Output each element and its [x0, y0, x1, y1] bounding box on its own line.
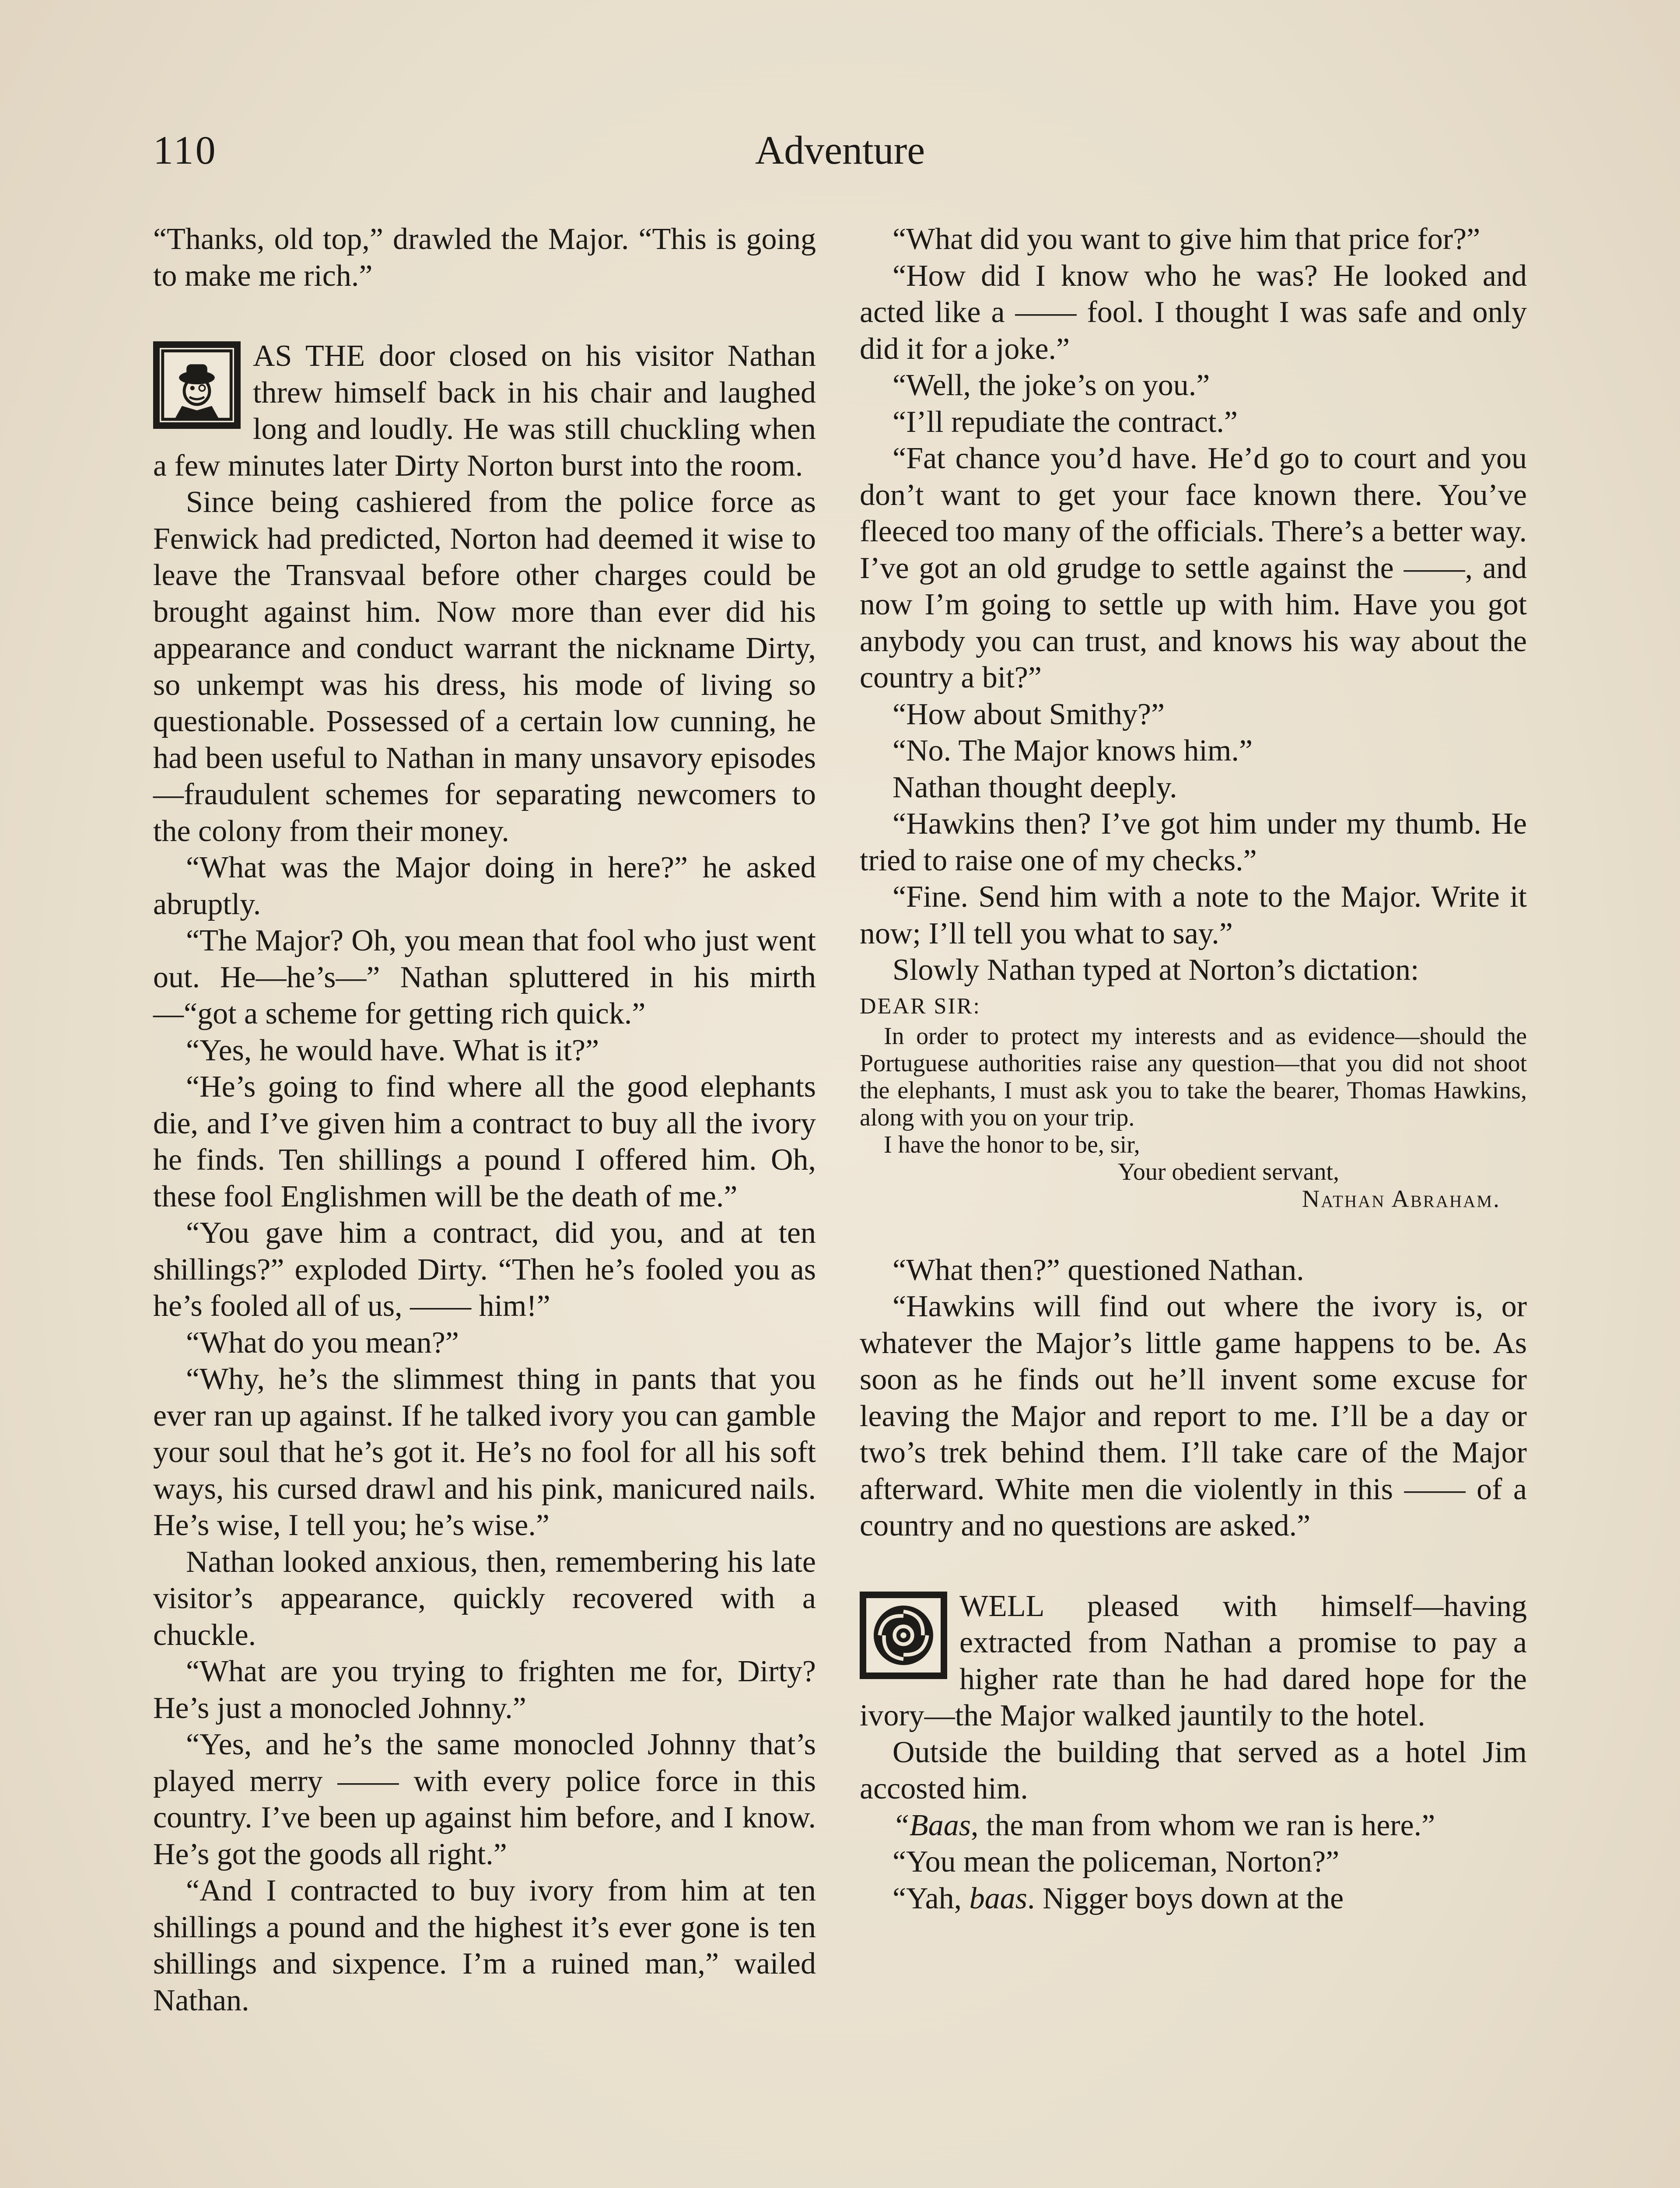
- paragraph: “Why, he’s the slimmest thing in pants that you ever ran up against. If he talked ivory you can gamble your soul that he’s got it. He’s no fool for all his soft ways, his cursed drawl and his pink, manicured nails. He’s wise, I tell you; he’s wise.”: [153, 1362, 816, 1542]
- paragraph: “He’s going to find where all the good elephants die, and I’ve given him a contract to buy all the ivory he finds. Ten shillings a pound I offered him. Oh, these fool Englishmen will be the death of me.”: [153, 1070, 816, 1213]
- running-title: Adventure: [755, 128, 925, 172]
- paragraph: “The Major? Oh, you mean that fool who just went out. He—he’s—” Nathan spluttered in his mirth—“got a scheme for getting rich quick.”: [153, 924, 816, 1031]
- portrait-ornament-icon: [153, 341, 241, 429]
- paragraph: “I’ll repudiate the contract.”: [892, 405, 1238, 439]
- italic-text: “Baas: [892, 1808, 971, 1842]
- paragraph: “Thanks, old top,” drawled the Major. “This is going to make me rich.”: [153, 222, 816, 293]
- paragraph: “Hawkins will find out where the ivory is, or whatever the Major’s little game happens to be. As soon as he finds out he’ll invent some excuse for leaving the Major and report to me. I’ll be a day or two’s trek behind them. I’ll take care of the Major afterward. White men die violently in this —— of a country and no questions are asked.”: [860, 1290, 1527, 1543]
- paragraph: “Hawkins then? I’ve got him under my thumb. He tried to raise one of my checks.”: [860, 807, 1527, 877]
- quoted-letter: [860, 993, 1527, 1213]
- paragraph: “You gave him a contract, did you, and at ten shillings?” exploded Dirty. “Then he’s fooled you as he’s fooled all of us, —— him!”: [153, 1216, 816, 1323]
- page-header: [153, 127, 1527, 188]
- paragraph: “What are you trying to frighten me for, Dirty? He’s just a monocled Johnny.”: [153, 1655, 816, 1725]
- paragraph: “What did you want to give him that price for?”: [892, 222, 1480, 256]
- paragraph: “And I contracted to buy ivory from him at ten shillings a pound and the highest it’s ever gone is ten shillings and sixpence. I’m a ruined man,” wailed Nathan.: [153, 1874, 816, 2017]
- right-column: [860, 221, 1527, 1917]
- paragraph: [860, 1807, 1527, 1844]
- paragraph: “What do you mean?”: [186, 1325, 459, 1360]
- section-break: [153, 294, 816, 338]
- swirl-ornament-icon: [860, 1592, 947, 1679]
- paragraph: “No. The Major knows him.”: [892, 734, 1253, 768]
- letter-closing: Your obedient servant,: [1118, 1158, 1340, 1185]
- letter-closing: I have the honor to be, sir,: [884, 1131, 1140, 1158]
- italic-text: baas: [969, 1881, 1027, 1915]
- paragraph: “What was the Major doing in here?” he asked abruptly.: [153, 851, 816, 921]
- paragraph: “Yes, and he’s the same monocled Johnny that’s played merry —— with every police force in this country. I’ve been up against him before, and I know. He’s got the goods all right.”: [153, 1728, 816, 1871]
- paragraph: “You mean the policeman, Norton?”: [892, 1845, 1340, 1879]
- paragraph: “Well, the joke’s on you.”: [892, 368, 1210, 402]
- paragraph: “Fine. Send him with a note to the Major. Write it now; I’ll tell you what to say.”: [860, 880, 1527, 950]
- letter-signature: Nathan Abraham.: [1302, 1185, 1501, 1213]
- paragraph: Nathan looked anxious, then, remembering his late visitor’s appearance, quickly recovered with a chuckle.: [153, 1545, 816, 1652]
- paragraph: “Fat chance you’d have. He’d go to court and you don’t want to get your face known there. You’ve fleeced too many of the officials. There’s a better way. I’ve got an old grudge to settle against the ——, and now I’m going to settle up with him. Have you got anybody you can trust, and knows his way about the country a bit?”: [860, 442, 1527, 694]
- paragraph: Slowly Nathan typed at Norton’s dictation:: [892, 953, 1419, 987]
- section-break: [860, 1544, 1527, 1588]
- paragraph: “How did I know who he was? He looked and acted like a —— fool. I thought I was safe and only did it for a joke.”: [860, 259, 1527, 366]
- letter-body: In order to protect my interests and as evidence—should the Portuguese authorities raise any question—that you did not shoot the elephants, I must ask you to take the bearer, Thomas Hawkins, along with you on your trip.: [860, 1022, 1527, 1131]
- letter-salutation: DEAR SIR:: [860, 993, 981, 1019]
- paragraph: Since being cashiered from the police force as Fenwick had predicted, Norton had deemed it wise to leave the Transvaal before other charges could be brought against him. Now more than ever did his appearance and conduct warrant the nickname Dirty, so unkempt was his dress, his mode of living so questionable. Possessed of a certain low cunning, he had been useful to Nathan in many unsavory episodes—fraudulent schemes for separating newcomers to the colony from their money.: [153, 485, 816, 848]
- paragraph: “Yes, he would have. What is it?”: [186, 1033, 599, 1067]
- paragraph: [860, 1880, 1527, 1917]
- paragraph: Outside the building that served as a hotel Jim accosted him.: [860, 1735, 1527, 1806]
- paragraph: AS THE door closed on his visitor Nathan threw himself back in his chair and laughed long and loudly. He was still chuckling when a few minutes later Dirty Norton burst into the room.: [153, 339, 816, 483]
- paragraph: WELL pleased with himself—having extracted from Nathan a promise to pay a higher rate than he had dared hope for the ivory—the Major walked jauntily to the hotel.: [860, 1589, 1527, 1732]
- paragraph: Nathan thought deeply.: [892, 770, 1177, 804]
- paragraph: “What then?” questioned Nathan.: [892, 1253, 1304, 1287]
- page-number: 110: [153, 128, 217, 172]
- text-run: , the man from whom we ran is here.”: [970, 1808, 1435, 1842]
- paragraph: “How about Smithy?”: [892, 697, 1165, 731]
- text-run: “Yah,: [892, 1881, 970, 1915]
- left-column: [153, 221, 816, 2019]
- text-run: . Nigger boys down at the: [1027, 1881, 1344, 1915]
